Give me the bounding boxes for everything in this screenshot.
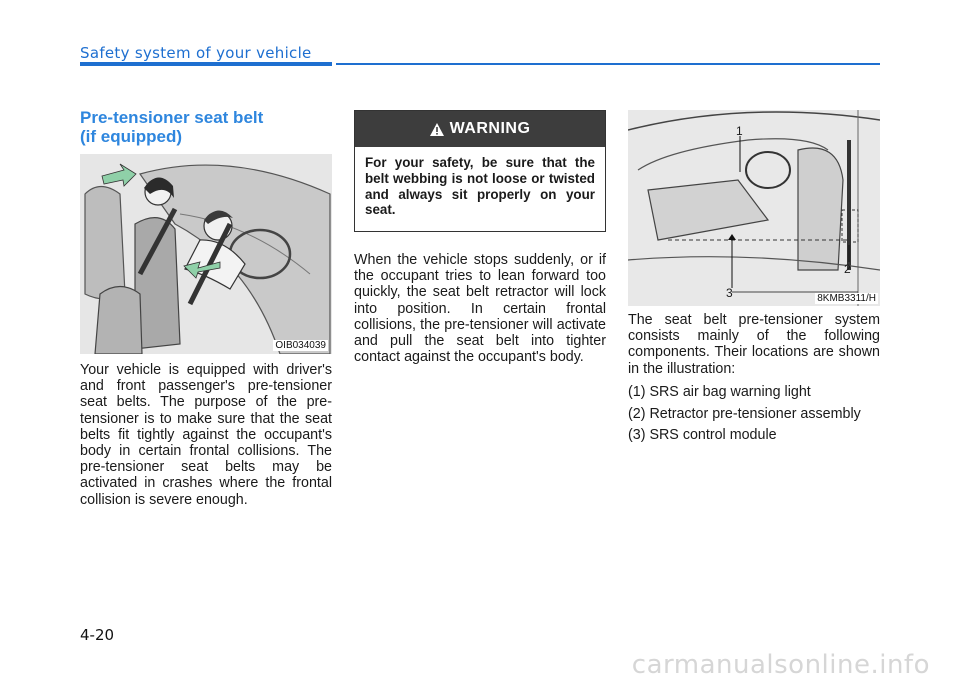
retractor-paragraph: When the vehicle stops suddenly, or if the occupant tries to lean forward too quickly, the seat belt retractor will lock into position. In certain frontal collisions, the pre-tensioner will activate and pull the seat belt into tighter contact against the occupant's body.	[354, 252, 606, 366]
warning-label: WARNING	[449, 120, 531, 137]
warning-header	[355, 111, 605, 147]
callout-2: 2	[844, 262, 851, 276]
callout-1: 1	[736, 124, 743, 138]
system-paragraph: The seat belt pre-tensioner system consists mainly of the following components. Their locations are shown in the illustration:	[628, 312, 880, 377]
callout-3: 3	[726, 286, 733, 300]
component-location-illustration	[628, 110, 880, 306]
page-number: 4-20	[80, 626, 115, 644]
list-item: (2) Retractor pre-tensioner assembly	[628, 405, 861, 422]
figure-code-label: 8KMB3311/H	[817, 293, 876, 304]
title-line-2: (if equipped)	[80, 127, 182, 146]
warning-triangle-icon	[430, 123, 444, 136]
title-line-1: Pre-tensioner seat belt	[80, 108, 264, 127]
page-title	[80, 108, 332, 146]
section-header-title: Safety system of your vehicle	[80, 44, 312, 62]
pretensioner-illustration	[80, 154, 332, 354]
header-rule-thick	[80, 62, 332, 66]
intro-paragraph: Your vehicle is equipped with driver's and front passenger's pre-tensioner seat belts. The purpose of the pre-tensioner is to make sure that the seat belts fit tightly against the occupant's body in certain frontal collisions. The pre-tensioner seat belts may be activated in crashes where the frontal collision is severe enough.	[80, 362, 332, 508]
car-interior-drawing	[80, 154, 332, 354]
vehicle-cutaway-drawing	[628, 110, 880, 306]
list-item: (1) SRS air bag warning light	[628, 384, 811, 400]
warning-text: For your safety, be sure that the belt webbing is not loose or twisted and always sit properly on your seat.	[365, 155, 595, 218]
warning-box	[354, 110, 606, 232]
header-rule-thin	[336, 63, 880, 65]
component-list	[628, 384, 880, 449]
figure-code-label: OIB034039	[275, 340, 326, 351]
list-item: (3) SRS control module	[628, 427, 777, 444]
watermark: carmanualsonline.info	[631, 650, 930, 680]
